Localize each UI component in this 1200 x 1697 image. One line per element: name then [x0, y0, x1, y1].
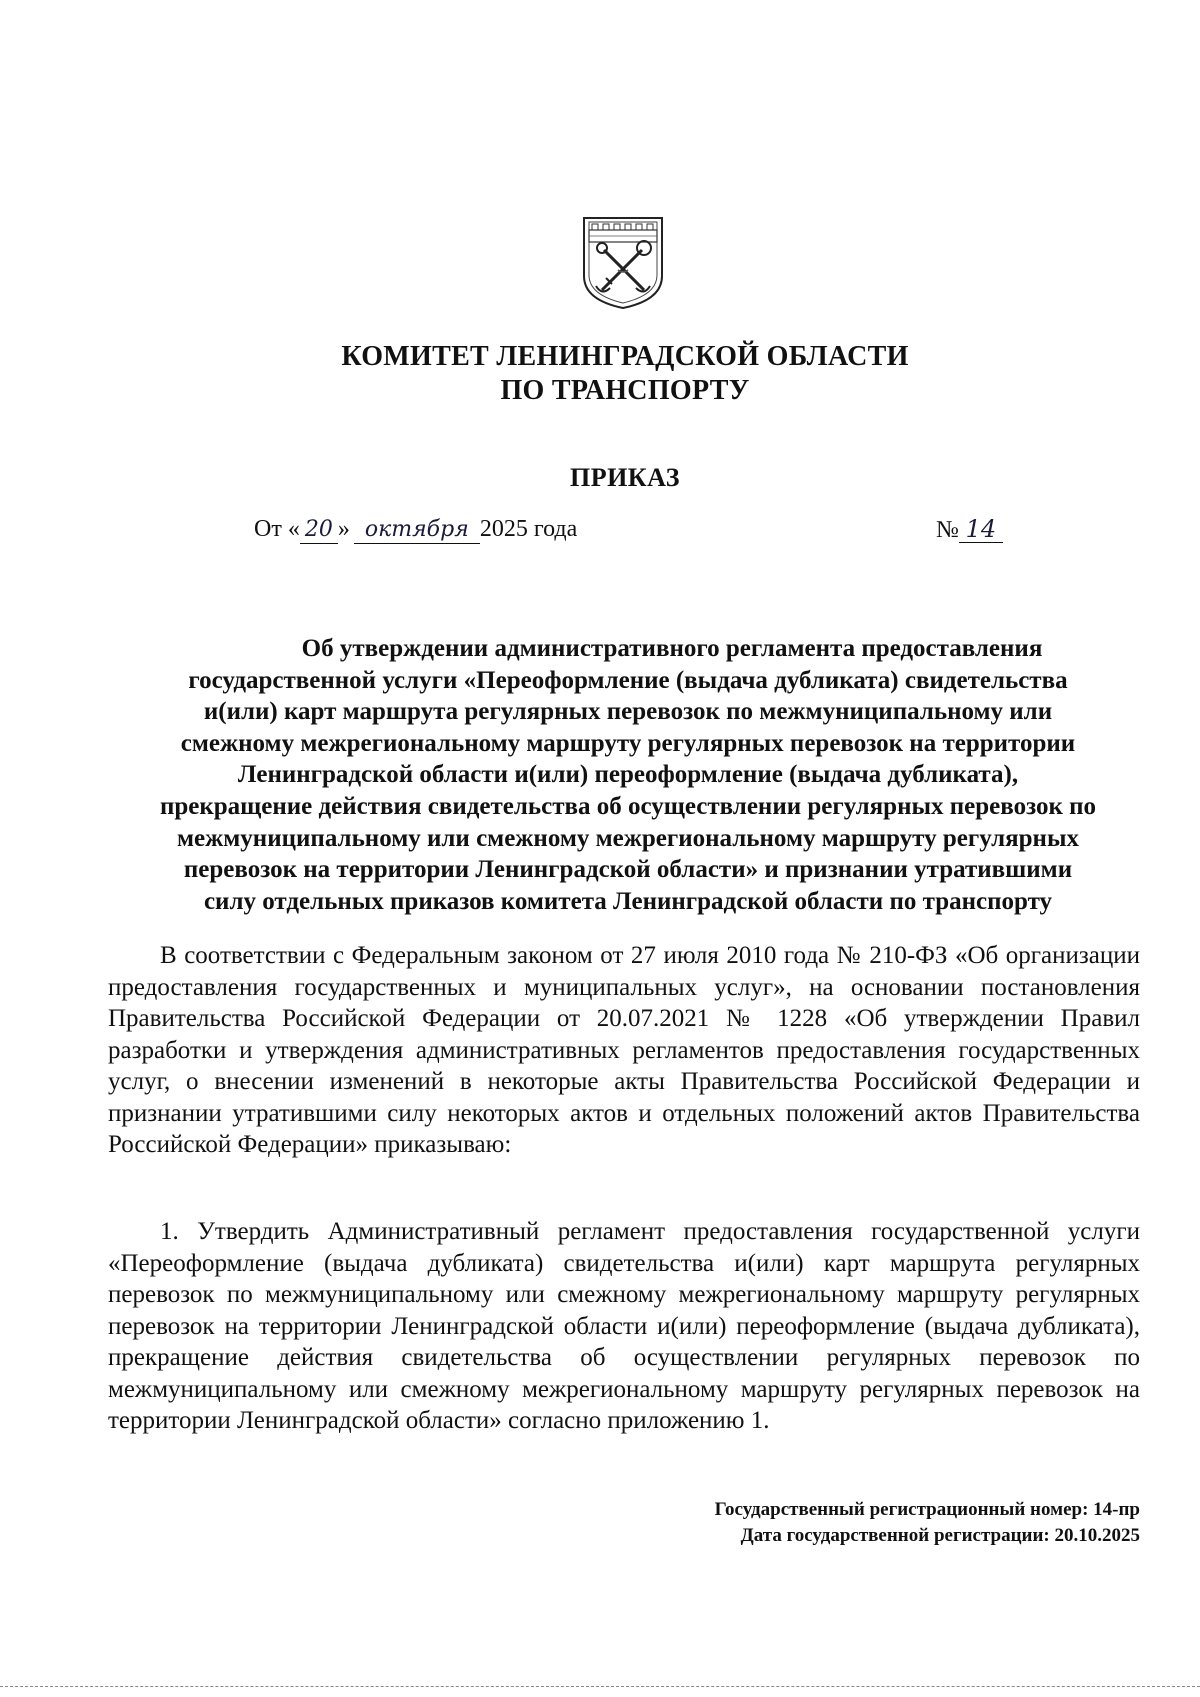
title-line: прекращение действия свидетельства об осуществлении регулярных перевозок по: [159, 792, 1097, 820]
date-day: 20: [300, 517, 338, 544]
title-line: государственной услуги «Переоформление (выдача дубликата) свидетельства: [188, 666, 1068, 694]
organization-line-2: ПО ТРАНСПОРТУ: [500, 375, 750, 406]
title-line: Ленинградской области и(или) переоформление (выдача дубликата),: [237, 761, 1019, 789]
registration-date: Дата государственной регистрации: 20.10.2025: [740, 1525, 1140, 1546]
page-bottom-divider: [0, 1686, 1200, 1687]
order-number: [936, 516, 1003, 544]
date-prefix: От «: [254, 516, 300, 542]
date-year: 2025 года: [479, 516, 578, 542]
date-month: октября: [354, 517, 480, 544]
document-type: ПРИКАЗ: [569, 463, 681, 492]
title-line: перевозок на территории Ленинградской области» и признании утратившими: [183, 856, 1073, 884]
title-line: и(или) карт маршрута регулярных перевозок по межмуниципальному или: [203, 698, 1053, 726]
title-line: межмуниципальному или смежному межрегиональному маршруту регулярных: [177, 824, 1079, 852]
registration-number: Государственный регистрационный номер: 14-пр: [714, 1499, 1140, 1520]
title-line: Об утверждении административного регламента предоставления: [301, 635, 1043, 662]
number-prefix: №: [936, 517, 959, 543]
document-title: [108, 633, 1148, 917]
number-value: 14: [959, 516, 1003, 543]
organization-line-1: КОМИТЕТ ЛЕНИНГРАДСКОЙ ОБЛАСТИ: [341, 341, 909, 372]
date-mid: »: [337, 516, 350, 542]
title-line: силу отдельных приказов комитета Ленинградской области по транспорту: [203, 887, 1053, 915]
order-date: [254, 516, 577, 544]
registration-info: [715, 1497, 1140, 1549]
organization-name: [0, 340, 1200, 408]
item-1-paragraph: 1. Утвердить Административный регламент предоставления государственной услуги «Переоформление (выдача дубликата) свидетельства и(или) карт маршрута регулярных перевозок по межмуниципальному или смежному межрегиональному маршруту регулярных перевозок на территории Ленинградской области и(или) переоформление (выдача дубликата), прекращение действия свидетельства об осуществлении регулярных перевозок по межмуниципальному или смежному межрегиональному маршруту регулярных перевозок на территории Ленинградской области» согласно приложению 1.: [108, 1218, 1140, 1434]
coat-of-arms-icon: [578, 212, 668, 312]
preamble-paragraph: В соответствии с Федеральным законом от 27 июля 2010 года № 210-ФЗ «Об организации предоставления государственных и муниципальных услуг», на основании постановления Правительства Российской Федерации от 20.07.2021 № 1228 «Об утверждении Правил разработки и утверждения административных регламентов предоставления государственных услуг, о внесении изменений в некоторые акты Правительства Российской Федерации и признании утратившими силу некоторых актов и отдельных положений актов Правительства Российской Федерации» приказываю:: [108, 942, 1140, 1158]
title-line: смежному межрегиональному маршруту регулярных перевозок на территории: [180, 729, 1076, 757]
